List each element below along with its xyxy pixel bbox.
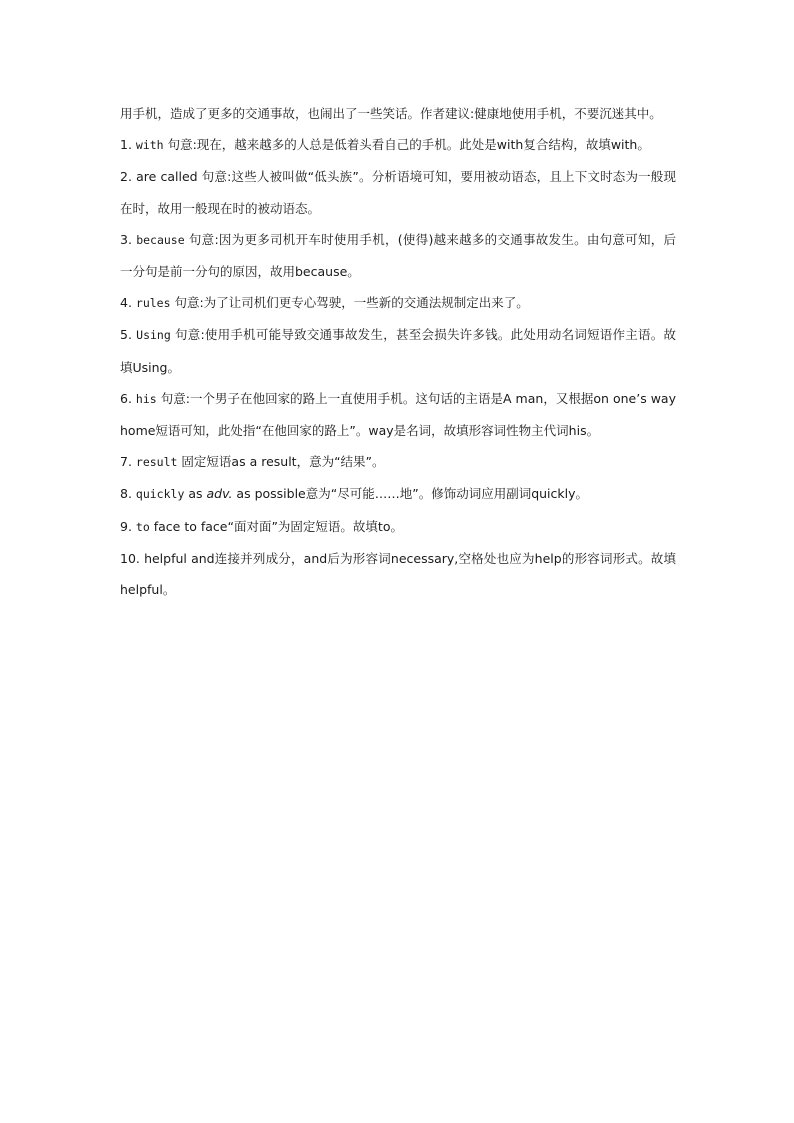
answer-explanation: and连接并列成分，and后为形容词necessary,空格处也应为help的形容词形式。故填helpful。 [120, 550, 676, 598]
answer-explanation: 固定短语as a result，意为“结果”。 [177, 454, 385, 470]
answer-explanation: 句意:现在，越来越多的人总是低着头看自己的手机。此处是with复合结构，故填with。 [163, 137, 650, 153]
answer-number: 8. [120, 486, 136, 502]
answer-explanation-pre: as [184, 486, 207, 502]
answer-number: 3. [120, 231, 137, 247]
answer-number: 6. [120, 390, 136, 406]
answer-word: to [135, 519, 150, 534]
answer-item-3 [120, 224, 676, 287]
answer-item-2 [120, 161, 676, 223]
answer-word: with [135, 138, 164, 153]
answer-item-8 [120, 478, 676, 510]
answer-number: 10. [120, 550, 145, 566]
answer-item-6 [120, 383, 676, 446]
answer-number: 9. [120, 518, 136, 534]
answer-item-5 [120, 319, 676, 382]
answer-explanation-post: as possible意为“尽可能……地”。修饰动词应用副词quickly。 [232, 486, 589, 502]
answer-explanation: 句意:一个男子在他回家的路上一直使用手机。这句话的主语是A man，又根据on one’s way home短语可知，此处指“在他回家的路上”。way是名词，故填形容词性物主代词his。 [120, 390, 676, 439]
intro-text: 用手机，造成了更多的交通事故，也闹出了一些笑话。作者建议:健康地使用手机，不要沉迷其中。 [120, 106, 662, 121]
answer-item-4 [120, 287, 676, 319]
answer-number: 7. [120, 454, 136, 470]
answer-number: 1. [120, 137, 136, 153]
answer-number: 5. [120, 327, 137, 343]
answer-word: because [136, 232, 185, 247]
answer-explanation-italic: adv. [206, 486, 233, 502]
answer-item-7 [120, 446, 676, 478]
answer-explanation: 句意:因为更多司机开车时使用手机，(使得)越来越多的交通事故发生。由句意可知，后一分句是前一分句的原因，故用because。 [120, 231, 676, 280]
answer-word: helpful [144, 550, 187, 566]
answer-word: rules [135, 296, 171, 311]
answer-number: 4. [120, 295, 136, 311]
answer-explanation: 句意:为了让司机们更专心驾驶，一些新的交通法规制定出来了。 [170, 295, 529, 311]
answer-explanation: 句意:使用手机可能导致交通事故发生，甚至会损失许多钱。此处用动名词短语作主语。故填Using。 [120, 327, 676, 375]
answer-word: Using [136, 328, 171, 343]
answer-item-10 [120, 543, 676, 605]
answer-item-1 [120, 129, 676, 161]
answer-word: result [135, 455, 178, 470]
answer-number: 2. [120, 169, 137, 185]
answer-word: his [135, 391, 157, 406]
answer-word: are called [136, 169, 198, 185]
answer-explanations [120, 98, 676, 605]
answer-explanation: 句意:这些人被叫做“低头族”。分析语境可知，要用被动语态，且上下文时态为一般现在时，故用一般现在时的被动语态。 [120, 169, 676, 216]
answer-word: quickly [135, 487, 185, 502]
answer-explanation: face to face“面对面”为固定短语。故填to。 [149, 518, 403, 534]
answer-item-9 [120, 511, 676, 543]
intro-paragraph [120, 98, 676, 129]
